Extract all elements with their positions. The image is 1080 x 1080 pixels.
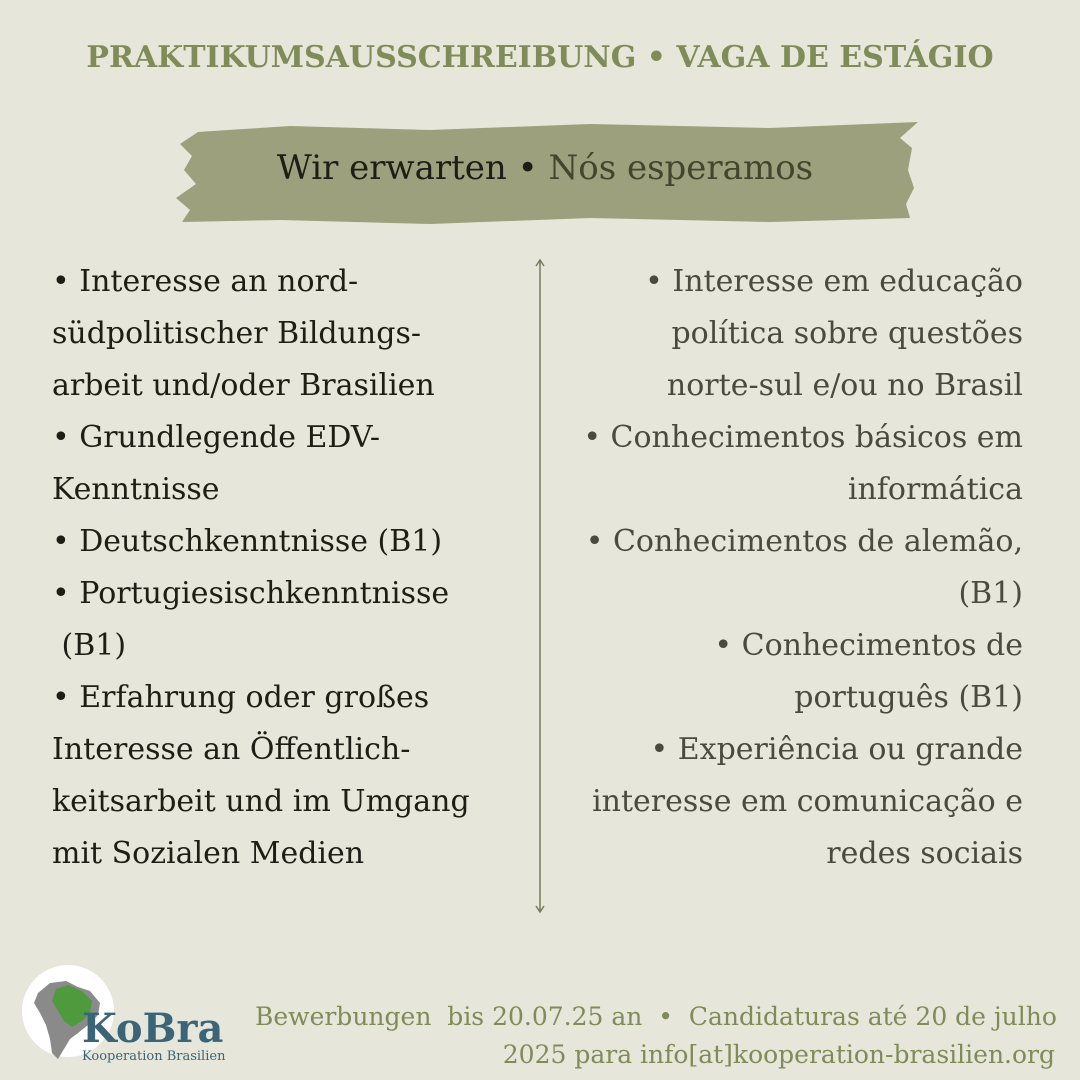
list-item: • Experiência ou grande — [650, 732, 1023, 767]
list-item: • Deutschkenntnisse (B1) — [52, 524, 443, 559]
list-item: redes sociais — [826, 836, 1023, 871]
logo-wordmark: KoBra — [82, 1005, 224, 1052]
list-item: keitsarbeit und im Umgang — [52, 784, 470, 819]
requirements-list-de — [52, 256, 522, 880]
list-item: südpolitischer Bildungs- — [52, 316, 421, 351]
footer-line-2: 2025 para info[at]kooperation-brasilien.org — [502, 1040, 1055, 1069]
list-item: política sobre questões — [671, 316, 1023, 351]
list-item: (B1) — [52, 628, 127, 663]
banner-heading-pt: Nós esperamos — [548, 148, 814, 188]
page-title: PRAKTIKUMSAUSSCHREIBUNG • VAGA DE ESTÁGIO — [86, 40, 994, 75]
list-item: • Erfahrung oder großes — [52, 680, 430, 715]
list-item: • Conhecimentos de — [714, 628, 1023, 663]
list-item: arbeit und/oder Brasilien — [52, 368, 435, 403]
banner-separator: • — [506, 148, 549, 188]
list-item: (B1) — [958, 576, 1023, 611]
application-footer — [255, 998, 1055, 1074]
list-item: Kenntnisse — [52, 472, 220, 507]
list-item: informática — [847, 472, 1023, 507]
list-item: interesse em comunicação e — [592, 784, 1023, 819]
kobra-logo[interactable] — [22, 965, 252, 1070]
requirements-list-pt — [545, 256, 1023, 880]
list-item: • Conhecimentos de alemão, — [585, 524, 1023, 559]
list-item: Interesse an Öffentlich- — [52, 732, 411, 767]
list-item: mit Sozialen Medien — [52, 836, 365, 871]
list-item: • Portugiesischkenntnisse — [52, 576, 450, 611]
list-item: • Grundlegende EDV- — [52, 420, 380, 455]
banner-heading-de: Wir erwarten — [276, 148, 507, 188]
list-item: • Interesse em educação — [645, 264, 1023, 299]
list-item: • Conhecimentos básicos em — [583, 420, 1023, 455]
logo-subtitle: Kooperation Brasilien — [82, 1049, 226, 1064]
list-item: português (B1) — [794, 680, 1023, 715]
section-banner — [170, 118, 920, 228]
list-item: norte-sul e/ou no Brasil — [666, 368, 1023, 403]
list-item: • Interesse an nord- — [52, 264, 359, 299]
footer-line-1: Bewerbungen bis 20.07.25 an • Candidaturas até 20 de julho — [255, 1002, 1057, 1031]
banner-heading — [170, 148, 920, 188]
